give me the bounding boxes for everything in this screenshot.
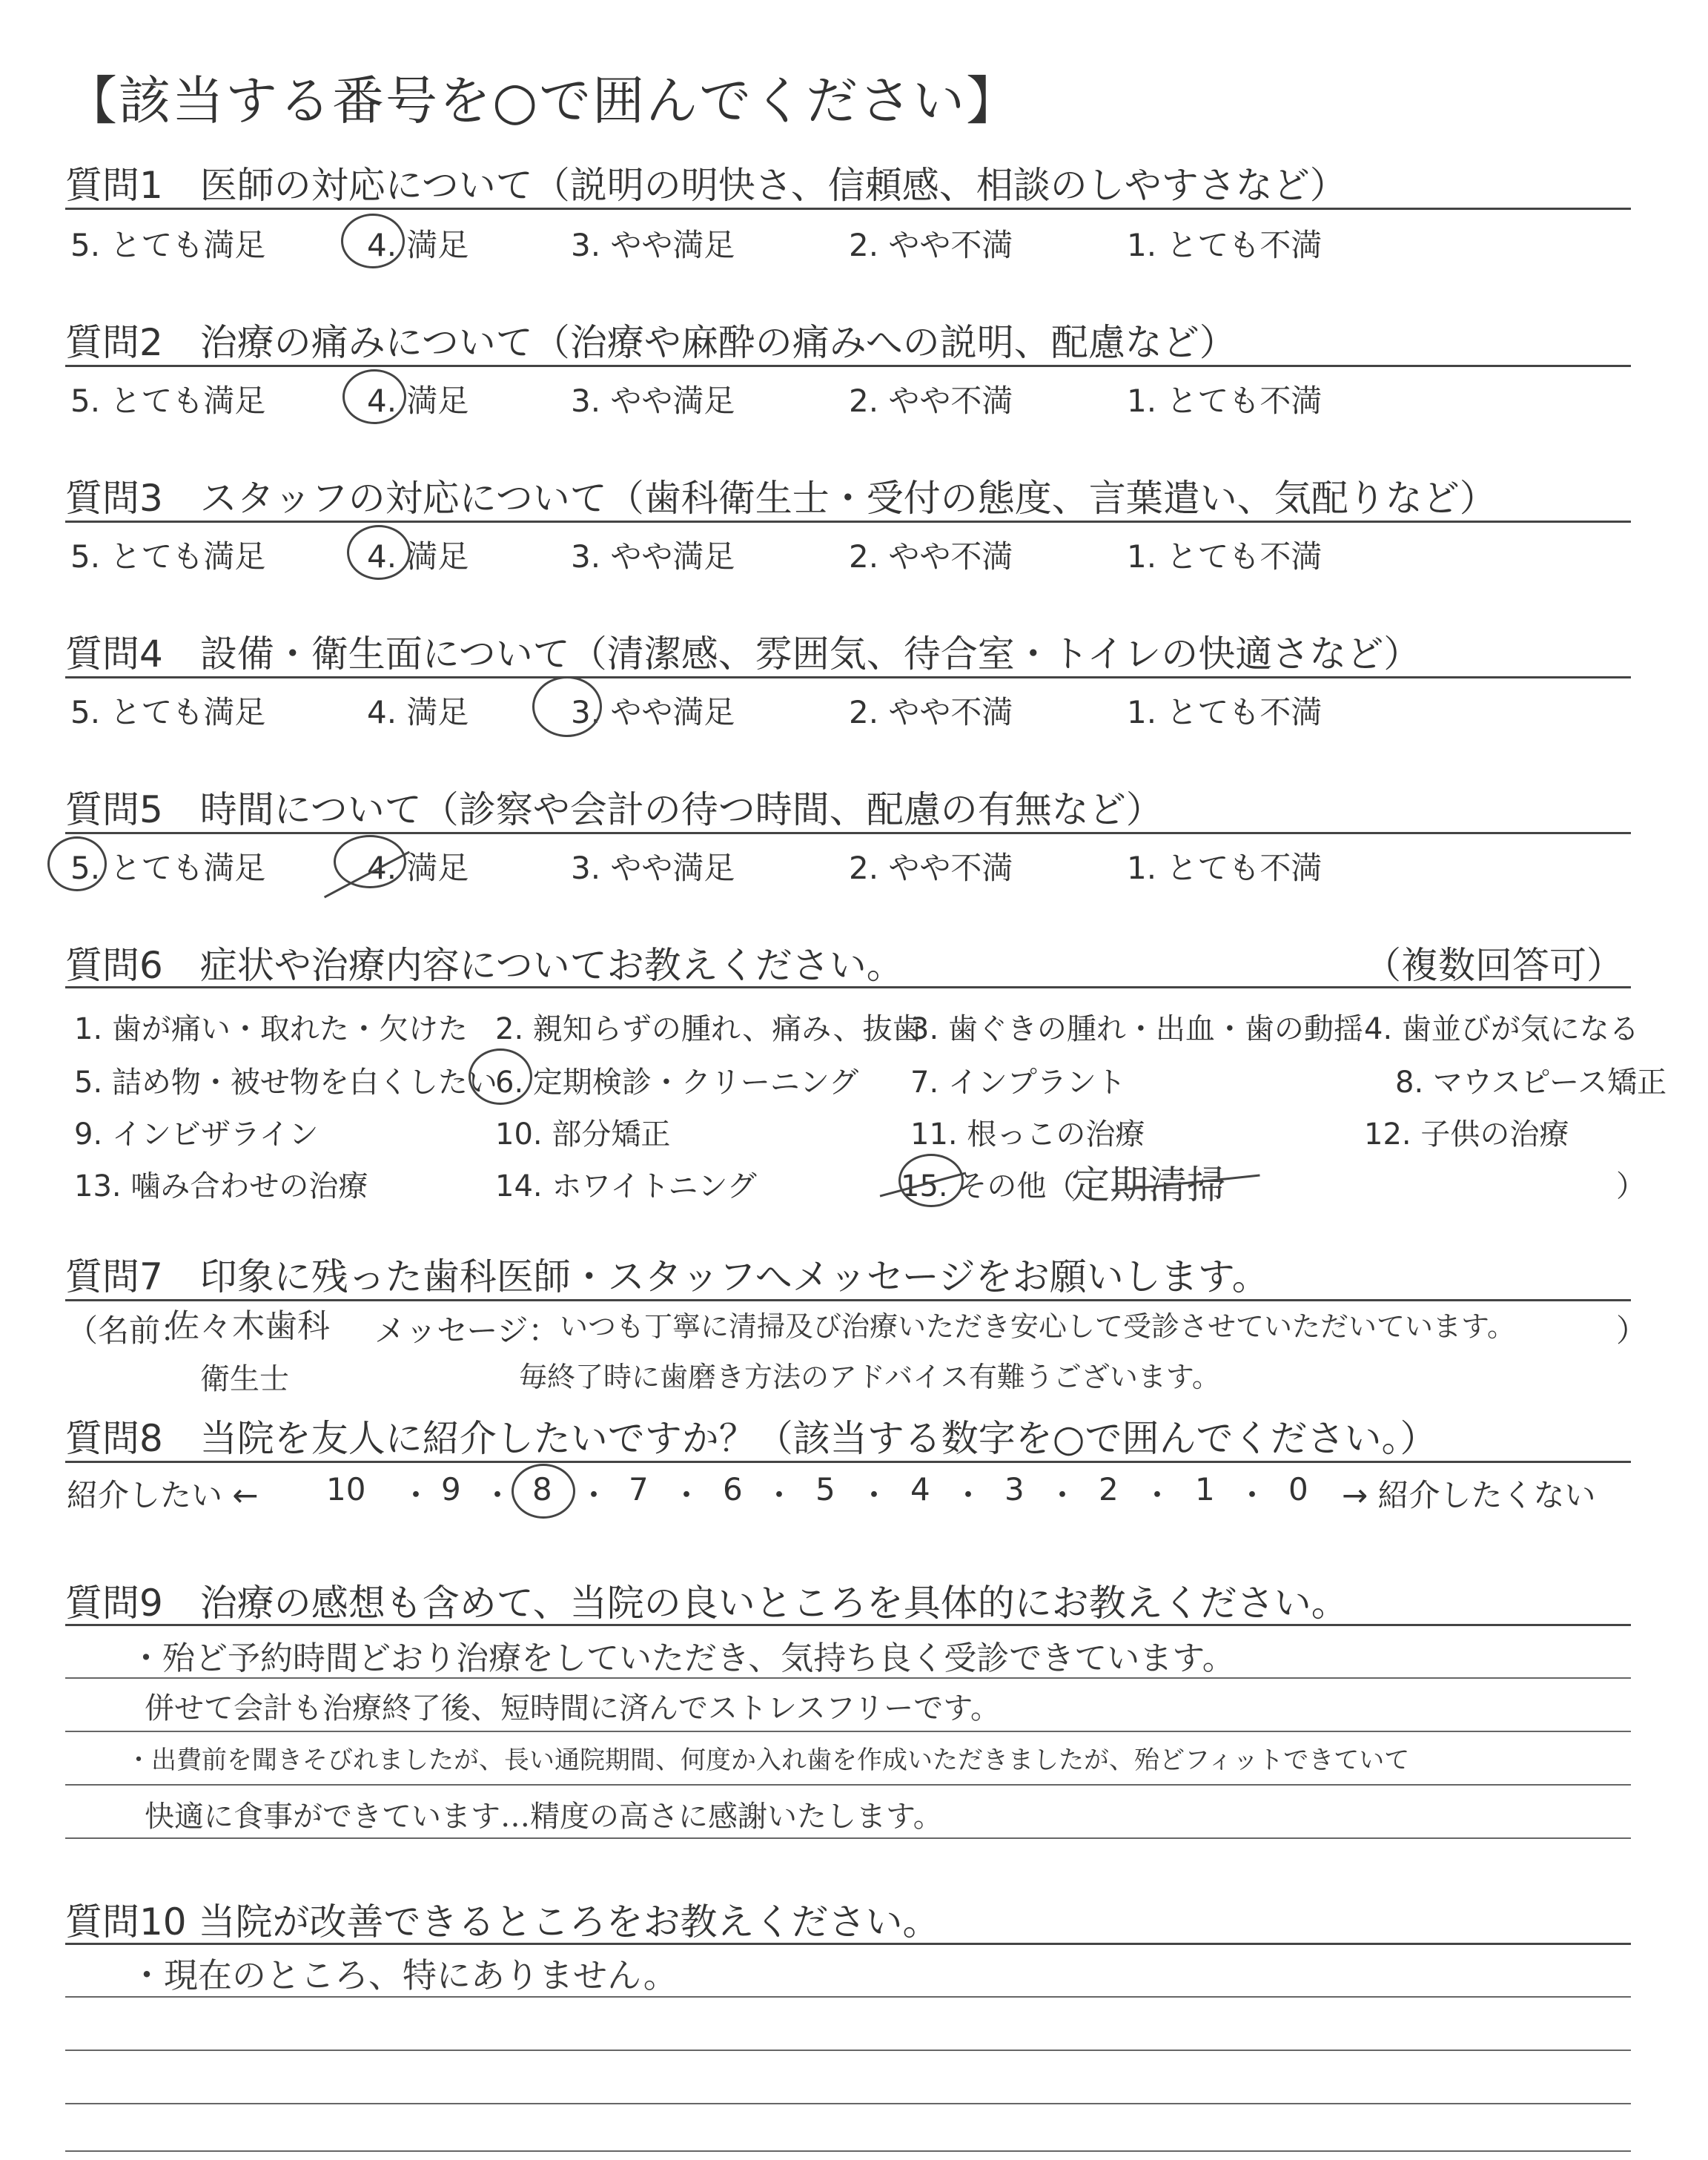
q2-option-2[interactable]: 2. やや不満: [849, 383, 1013, 419]
q2-option-1[interactable]: 1. とても不満: [1127, 383, 1323, 419]
q8-num-2[interactable]: 2: [1099, 1471, 1119, 1507]
question-3-title: 質問3 スタッフの対応について（歯科衛生士・受付の態度、言葉遣い、気配りなど）: [65, 477, 1497, 520]
q6-option-13[interactable]: 13. 噛み合わせの治療: [74, 1169, 368, 1203]
q3-option-1[interactable]: 1. とても不満: [1127, 538, 1323, 575]
q8-num-10[interactable]: 10: [326, 1471, 366, 1507]
q8-sep: ・: [764, 1477, 795, 1513]
q8-sep: ・: [578, 1477, 610, 1513]
question-4-title: 質問4 設備・衛生面について（清潔感、雰囲気、待合室・トイレの快適さなど）: [65, 633, 1421, 676]
q8-right-label: → 紹介したくない: [1342, 1477, 1596, 1513]
q7-name-label: （名前：: [67, 1312, 192, 1349]
q3-option-3[interactable]: 3. やや満足: [571, 538, 735, 575]
q3-option-2[interactable]: 2. やや不満: [849, 538, 1013, 575]
q1-option-5[interactable]: 5. とても満足: [70, 227, 266, 263]
q9-answer-line-4[interactable]: 快適に食事ができています…精度の高さに感謝いたします。: [145, 1800, 943, 1834]
q8-num-8[interactable]: 8: [532, 1471, 552, 1507]
q6-option-15[interactable]: 15. その他（: [901, 1169, 1076, 1203]
q10-answer[interactable]: ・現在のところ、特にありません。: [130, 1955, 678, 1995]
question-8-title: 質問8 当院を友人に紹介したいですか？（該当する数字を○で囲んでください。）: [65, 1417, 1437, 1460]
q9-answer-line-2[interactable]: 併せて会計も治療終了後、短時間に済んでストレスフリーです。: [145, 1691, 1000, 1725]
q8-num-9[interactable]: 9: [441, 1471, 461, 1507]
q8-num-7[interactable]: 7: [629, 1471, 649, 1507]
q8-left-label: 紹介したい ←: [67, 1477, 259, 1513]
q6-option-5[interactable]: 5. 詰め物・被せ物を白くしたい: [74, 1066, 497, 1100]
q1-option-2[interactable]: 2. やや不満: [849, 227, 1013, 263]
question-9-title: 質問9 治療の感想も含めて、当院の良いところを具体的にお教えください。: [65, 1582, 1348, 1625]
q6-option-3[interactable]: 3. 歯ぐきの腫れ・出血・歯の動揺: [910, 1012, 1363, 1046]
q9-line-4: [65, 1837, 1631, 1839]
question-6-title: 質問6 症状や治療内容についてお教えください。: [65, 944, 904, 987]
q6-option-2[interactable]: 2. 親知らずの腫れ、痛み、抜歯: [495, 1012, 922, 1046]
q4-option-4[interactable]: 4. 満足: [367, 694, 469, 730]
question-3-rule: [65, 521, 1631, 523]
q6-option-4[interactable]: 4. 歯並びが気になる: [1364, 1012, 1639, 1046]
q6-option-1[interactable]: 1. 歯が痛い・取れた・欠けた: [74, 1012, 468, 1046]
q8-sep: ・: [1047, 1477, 1079, 1513]
q2-option-3[interactable]: 3. やや満足: [571, 383, 735, 419]
q1-option-3[interactable]: 3. やや満足: [571, 227, 735, 263]
q7-message-label: メッセージ：: [374, 1312, 560, 1349]
q7-message-line-1[interactable]: いつも丁寧に清掃及び治療いただき安心して受診させていただいています。: [560, 1310, 1515, 1343]
question-10-title: 質問10 当院が改善できるところをお教えください。: [65, 1900, 940, 1943]
q6-option-10[interactable]: 10. 部分矯正: [495, 1117, 671, 1152]
q8-sep: ・: [482, 1477, 514, 1513]
q5-option-5[interactable]: 5. とても満足: [70, 850, 266, 886]
q10-line-3: [65, 2103, 1631, 2104]
question-10-rule: [65, 1943, 1631, 1945]
q8-num-6[interactable]: 6: [723, 1471, 743, 1507]
q8-num-3[interactable]: 3: [1004, 1471, 1025, 1507]
question-1-rule: [65, 208, 1631, 210]
question-8-rule: [65, 1461, 1631, 1463]
q7-name-value-2[interactable]: 衛生士: [200, 1362, 289, 1396]
q10-line-4: [65, 2150, 1631, 2152]
q6-option-7[interactable]: 7. インプラント: [910, 1066, 1126, 1100]
q4-option-1[interactable]: 1. とても不満: [1127, 694, 1323, 730]
q5-selection-circle: [47, 836, 107, 891]
q2-selection-circle: [342, 369, 406, 424]
q7-message-line-2[interactable]: 毎終了時に歯磨き方法のアドバイス有難うございます。: [519, 1361, 1220, 1393]
q8-num-0[interactable]: 0: [1288, 1471, 1308, 1507]
question-5-rule: [65, 832, 1631, 834]
q6-option-15-close: ）: [1616, 1169, 1646, 1203]
question-2-title: 質問2 治療の痛みについて（治療や麻酔の痛みへの説明、配慮など）: [65, 321, 1237, 364]
q9-line-3: [65, 1784, 1631, 1786]
q8-sep: ・: [858, 1477, 890, 1513]
question-6-rule: [65, 986, 1631, 988]
q5-cancelled-circle: [334, 835, 406, 888]
q6-option-8[interactable]: 8. マウスピース矯正: [1395, 1066, 1667, 1100]
q7-name-value[interactable]: 佐々木歯科: [167, 1307, 330, 1345]
q4-option-3[interactable]: 3. やや満足: [571, 694, 735, 730]
q8-selection-circle: [512, 1464, 575, 1519]
q7-close-paren: ）: [1616, 1312, 1648, 1349]
question-9-rule: [65, 1624, 1631, 1626]
q8-sep: ・: [400, 1477, 432, 1513]
q6-option-11[interactable]: 11. 根っこの治療: [910, 1117, 1145, 1152]
q3-option-5[interactable]: 5. とても満足: [70, 538, 266, 575]
q8-num-1[interactable]: 1: [1195, 1471, 1215, 1507]
q6-option-9[interactable]: 9. インビザライン: [74, 1117, 319, 1152]
question-7-title: 質問7 印象に残った歯科医師・スタッフへメッセージをお願いします。: [65, 1255, 1269, 1298]
q4-option-5[interactable]: 5. とても満足: [70, 694, 266, 730]
q2-option-4[interactable]: 4. 満足: [367, 383, 469, 419]
q3-selection-circle: [347, 525, 411, 580]
q5-option-1[interactable]: 1. とても不満: [1127, 850, 1323, 886]
form-header: 【該当する番号を○で囲んでください】: [65, 70, 1020, 131]
question-6-note: （複数回答可）: [1364, 944, 1623, 987]
q3-option-4[interactable]: 4. 満足: [367, 538, 469, 575]
q6-option-14[interactable]: 14. ホワイトニング: [495, 1169, 757, 1203]
q9-answer-line-3[interactable]: ・出費前を聞きそびれましたが、長い通院期間、何度か入れ歯を作成いただきましたが、殆どフィットできていて: [126, 1745, 1410, 1775]
q5-option-4[interactable]: 4. 満足: [367, 850, 469, 886]
q1-selection-circle: [341, 214, 405, 268]
q4-option-2[interactable]: 2. やや不満: [849, 694, 1013, 730]
q6-selection-circle-6: [469, 1048, 532, 1105]
q8-sep: ・: [1237, 1477, 1268, 1513]
q9-answer-line-1[interactable]: ・殆ど予約時間どおり治療をしていただき、気持ち良く受診できています。: [130, 1639, 1235, 1677]
q5-option-3[interactable]: 3. やや満足: [571, 850, 735, 886]
q6-other-handwritten[interactable]: 定期清掃: [1071, 1163, 1226, 1208]
q1-option-1[interactable]: 1. とても不満: [1127, 227, 1323, 263]
q8-num-5[interactable]: 5: [815, 1471, 835, 1507]
q2-option-5[interactable]: 5. とても満足: [70, 383, 266, 419]
q8-sep: ・: [953, 1477, 984, 1513]
q6-option-12[interactable]: 12. 子供の治療: [1364, 1117, 1569, 1152]
q5-option-2[interactable]: 2. やや不満: [849, 850, 1013, 886]
question-2-rule: [65, 365, 1631, 367]
question-5-title: 質問5 時間について（診察や会計の待つ時間、配慮の有無など）: [65, 788, 1163, 831]
q9-line-2: [65, 1731, 1631, 1732]
q8-sep: ・: [671, 1477, 703, 1513]
q10-line-2: [65, 2050, 1631, 2051]
question-4-rule: [65, 676, 1631, 678]
q8-num-4[interactable]: 4: [910, 1471, 930, 1507]
q1-option-4[interactable]: 4. 満足: [367, 227, 469, 263]
q6-option-6[interactable]: 6. 定期検診・クリーニング: [495, 1066, 859, 1100]
question-1-title: 質問1 医師の対応について（説明の明快さ、信頼感、相談のしやすさなど）: [65, 164, 1347, 207]
q4-selection-circle: [532, 676, 602, 737]
q8-sep: ・: [1142, 1477, 1174, 1513]
